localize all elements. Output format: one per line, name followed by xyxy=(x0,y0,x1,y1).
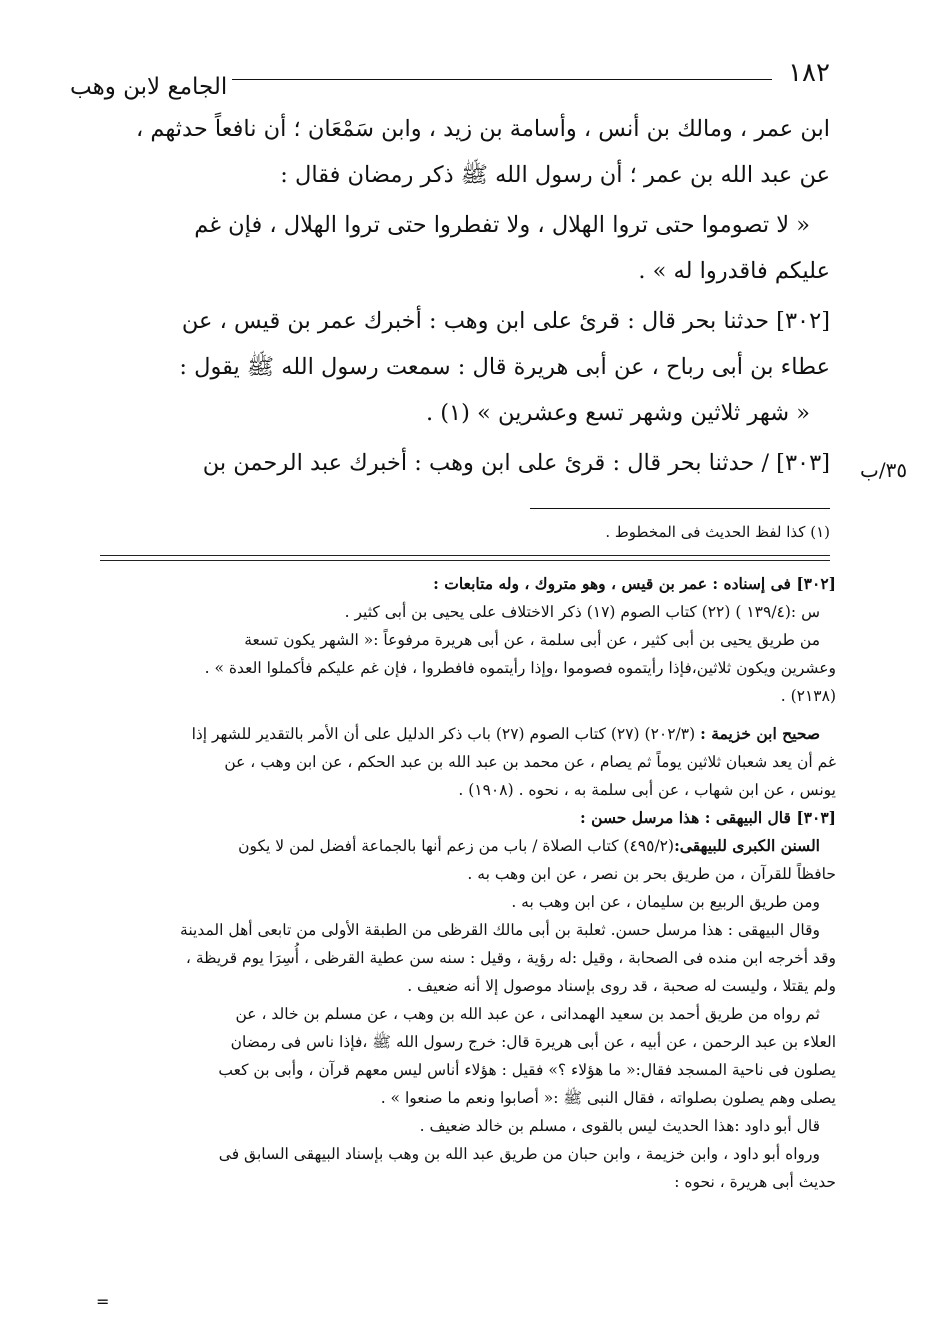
note-line: غم أن يعد شعبان ثلاثين يوماً ثم يصام ، عن محمد بن عبد الله بن عبد الحكم ، عن ابن وهب ، عن xyxy=(224,753,836,771)
footnote-rule xyxy=(530,508,830,509)
note-line: يصلون فى ناحية المسجد فقال:« ما هؤلاء ؟» فقيل : هؤلاء أناس ليس معهم قرآن ، وأبى بن كعب xyxy=(218,1061,836,1079)
book-title: الجامع لابن وهب xyxy=(70,74,228,100)
note-line: وقال البيهقى : هذا مرسل حسن. ثعلبة بن أبى مالك القرظى من الطبقة الأولى من تابعى أهل المدينة xyxy=(180,921,820,939)
note-heading-302: [٣٠٢] فى إسناده : عمر بن قيس ، وهو متروك ، وله متابعات : xyxy=(433,574,836,593)
header-rule xyxy=(232,79,772,80)
source-label: صحيح ابن خزيمة : xyxy=(700,724,820,743)
hadith-302-line: [٣٠٢] حدثنا بحر قال : قرئ على ابن وهب : أخبرك عمر بن قيس ، عن xyxy=(181,308,830,334)
note-text: (٢٠٢/٣) (٢٧) كتاب الصوم (٢٧) باب ذكر الدليل على أن الأمر بالتقدير للشهر إذا xyxy=(191,725,696,743)
hadith-quote-line: « لا تصوموا حتى تروا الهلال ، ولا تفطروا حتى تروا الهلال ، فإن غم xyxy=(194,212,810,238)
running-header xyxy=(70,58,830,98)
hadith-quote-line: « شهر ثلاثين وشهر تسع وعشرين » (١) . xyxy=(425,400,810,426)
note-line xyxy=(96,720,836,748)
note-line: من طريق يحيى بن أبى كثير ، عن أبى سلمة ، عن أبى هريرة مرفوعاً :« الشهر يكون تسعة xyxy=(244,631,820,649)
text-line: عن عبد الله بن عمر ؛ أن رسول الله ﷺ ذكر رمضان فقال : xyxy=(280,162,830,188)
note-line: ثم رواه من طريق أحمد بن سعيد الهمدانى ، عن عبد الله بن وهب ، عن مسلم بن خالد ، عن xyxy=(235,1005,820,1023)
note-line: س :(١٣٩/٤ ) (٢٢) كتاب الصوم (١٧) ذكر الاختلاف على يحيى بن أبى كثير . xyxy=(344,603,820,621)
continuation-mark: = xyxy=(96,1292,110,1311)
page-number: ١٨٢ xyxy=(788,58,830,88)
note-line: ومن طريق الربيع بن سليمان ، عن ابن وهب به . xyxy=(511,893,820,911)
note-text: (٤٩٥/٢) كتاب الصلاة / باب من زعم أنها بالجماعة أفضل لمن لا يكون xyxy=(238,837,675,855)
hadith-303-line: [٣٠٣] / حدثنا بحر قال : قرئ على ابن وهب : أخبرك عبد الرحمن بن xyxy=(202,450,830,476)
hadith-302-line: عطاء بن أبى رباح ، عن أبى هريرة قال : سمعت رسول الله ﷺ يقول : xyxy=(179,354,830,380)
note-line xyxy=(96,832,836,860)
note-line: وعشرين ويكون ثلاثين،فإذا رأيتموه فصوموا ،وإذا رأيتموه فافطروا ، فإن غم عليكم فأكملوا العدة » . xyxy=(204,659,836,677)
note-line: ولم يقتلا ، وليست له صحبة ، قد روى بإسناد موصول إلا أنه ضعيف . xyxy=(407,977,836,995)
text-line: ابن عمر ، ومالك بن أنس ، وأسامة بن زيد ، وابن سَمْعَان ؛ أن نافعاً حدثهم ، xyxy=(135,116,830,142)
note-line: يونس ، عن ابن شهاب ، عن أبى سلمة به ، نحوه . (١٩٠٨) . xyxy=(458,781,836,799)
note-line: يصلى وهم يصلون بصلواته ، فقال النبى ﷺ :« أصابوا ونعم ما صنعوا » . xyxy=(380,1089,836,1107)
note-heading-303: [٣٠٣] قال البيهقى : هذا مرسل حسن : xyxy=(580,808,836,827)
hadith-quote-line: عليكم فاقدروا له » . xyxy=(638,258,830,284)
note-line: ورواه أبو داود ، وابن خزيمة ، وابن حبان من طريق عبد الله بن وهب بإسناد البيهقى السابق فى xyxy=(218,1145,820,1163)
note-line: وقد أخرجه ابن منده فى الصحابة ، وقيل :له رؤية ، وقيل : سنه سن عطية القرظى ، أُسِرَا يوم قريظة ، xyxy=(185,949,836,967)
manuscript-folio-marker: ٣٥/ب xyxy=(860,458,908,482)
takhrij-notes xyxy=(96,570,836,1196)
note-line: (٢١٣٨) . xyxy=(780,687,836,705)
source-label: السنن الكبرى للبيهقى: xyxy=(674,836,820,855)
note-line: قال أبو داود :هذا الحديث ليس بالقوى ، مسلم بن خالد ضعيف . xyxy=(419,1117,820,1135)
note-line: العلاء بن عبد الرحمن ، عن أبيه ، عن أبى هريرة قال: خرج رسول الله ﷺ ،فإذا ناس فى رمضان xyxy=(230,1033,836,1051)
notes-divider xyxy=(100,555,830,561)
note-line: حافظاً للقرآن ، من طريق بحر بن نصر ، عن ابن وهب به . xyxy=(467,865,836,883)
note-line: حديث أبى هريرة ، نحوه : xyxy=(674,1173,836,1191)
main-text xyxy=(70,106,830,486)
footnote-1: (١) كذا لفظ الحديث فى المخطوط . xyxy=(605,523,830,541)
